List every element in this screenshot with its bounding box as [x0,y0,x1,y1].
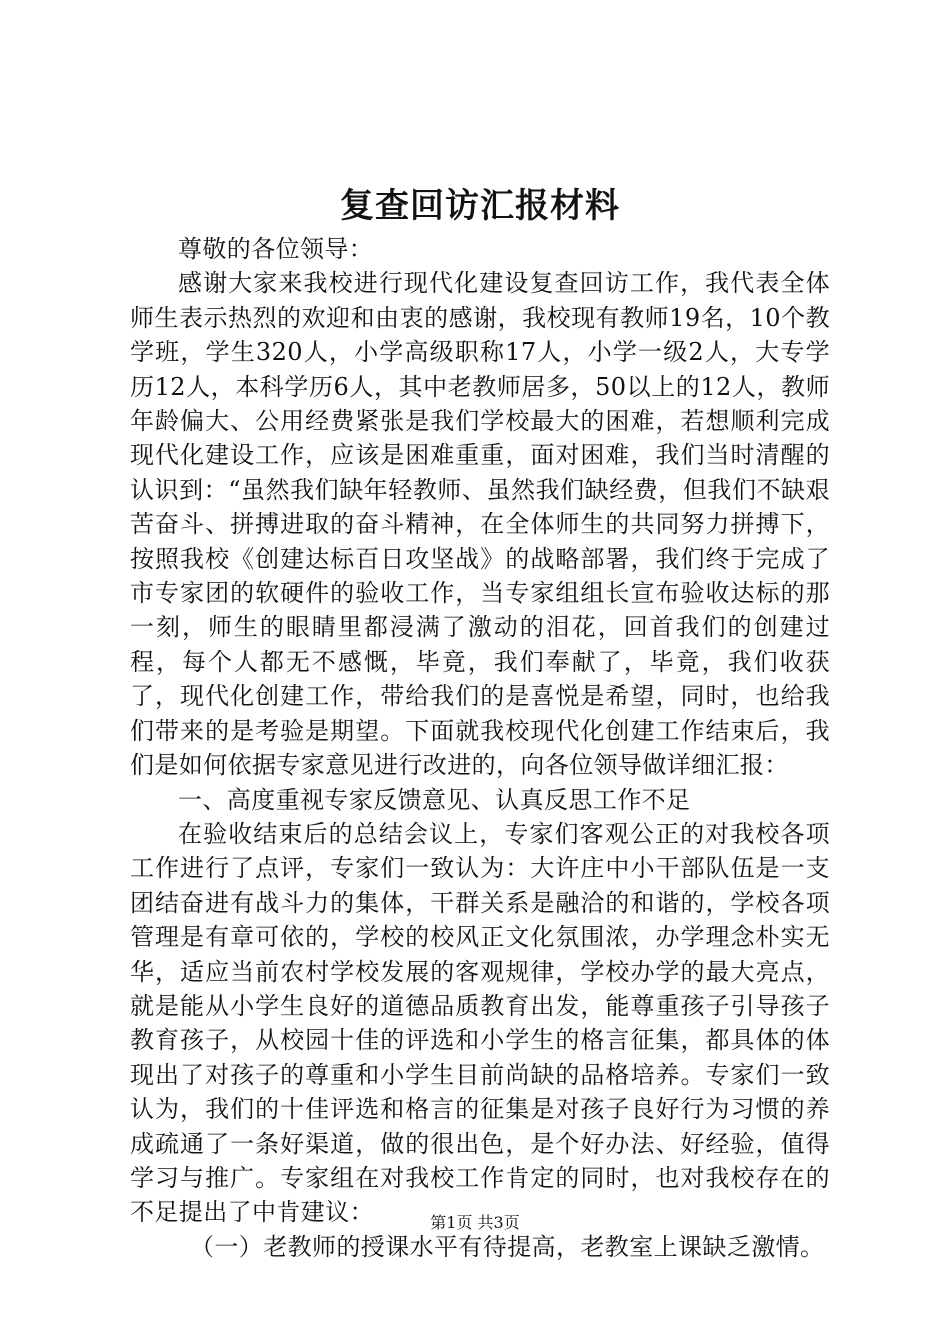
paragraph-expert-review: 在验收结束后的总结会议上，专家们客观公正的对我校各项工作进行了点评，专家们一致认为：大许庄中小干部队伍是一支团结奋进有战斗力的集体，干群关系是融洽的和谐的，学校各项管理是有章可依的，学校的校风正文化氛围浓，办学理念朴实无华，适应当前农村学校发展的客观规律，学校办学的最大亮点，就是能从小学生良好的道德品质教育出发，能尊重孩子引导孩子教育孩子，从校园十佳的评选和小学生的格言征集，都具体的体现出了对孩子的尊重和小学生目前尚缺的品格培养。专家们一致认为，我们的十佳评选和格言的征集是对孩子良好行为习惯的养成疏通了一条好渠道，做的很出色，是个好办法、好经验，值得学习与推广。专家组在对我校工作肯定的同时，也对我校存在的不足提出了中肯建议： [130,819,830,1227]
document-page [130,180,830,1264]
document-title: 复查回访汇报材料 [340,186,620,226]
paragraph-intro: 感谢大家来我校进行现代化建设复查回访工作，我代表全体师生表示热烈的欢迎和由衷的感谢，我校现有教师19名，10个教学班，学生320人，小学高级职称17人，小学一级2人，大专学历12人，本科学历6人，其中老教师居多，50以上的12人，教师年龄偏大、公用经费紧张是我们学校最大的困难，若想顺利完成现代化建设工作，应该是困难重重，面对困难，我们当时清醒的认识到：“虽然我们缺年轻教师、虽然我们缺经费，但我们不缺艰苦奋斗、拼搏进取的奋斗精神，在全体师生的共同努力拼搏下，按照我校《创建达标百日攻坚战》的战略部署，我们终于完成了市专家团的软硬件的验收工作，当专家组组长宣布验收达标的那一刻，师生的眼睛里都浸满了激动的泪花，回首我们的创建过程，每个人都无不感慨，毕竟，我们奉献了，毕竟，我们收获了，现代化创建工作，带给我们的是喜悦是希望，同时，也给我们带来的是考验是期望。下面就我校现代化创建工作结束后，我们是如何依据专家意见进行改进的，向各位领导做详细汇报： [130,269,830,780]
section-heading-1: 一、高度重视专家反馈意见、认真反思工作不足 [178,785,691,814]
subpoint-1: （一）老教师的授课水平有待提高，老教室上课缺乏激情。 [190,1232,825,1261]
salutation: 尊敬的各位领导： [178,235,374,263]
page-number-footer: 第1页 共3页 [430,1213,520,1232]
